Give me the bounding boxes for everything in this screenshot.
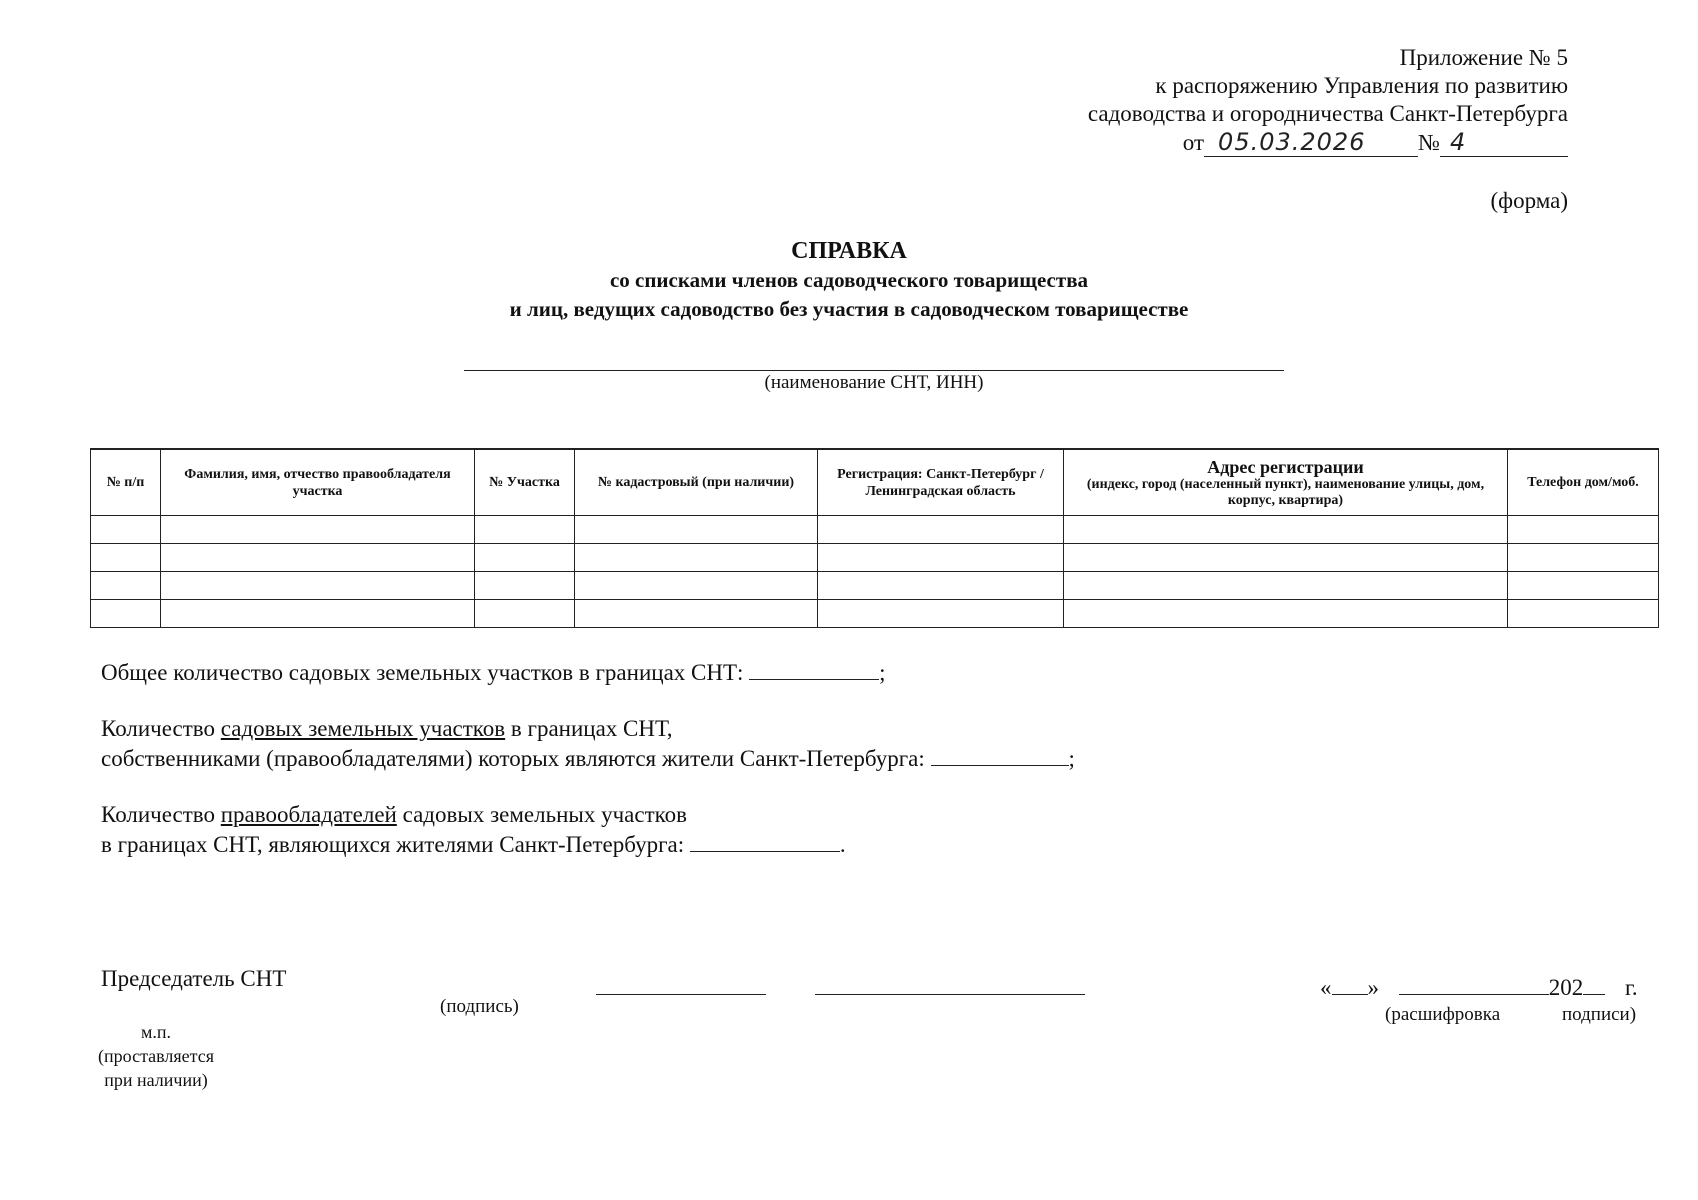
header-address-sub: (индекс, город (населенный пункт), наименование улицы, дом, корпус, квартира): [1086, 476, 1485, 508]
table-cell[interactable]: [575, 516, 818, 544]
table-cell[interactable]: [161, 516, 475, 544]
table-cell[interactable]: [91, 544, 161, 572]
header-plot: № Участка: [475, 449, 575, 516]
table-cell[interactable]: [475, 600, 575, 628]
chairman-label: Председатель СНТ: [101, 966, 287, 991]
title-line2: со списками членов садоводческого товарищества: [609, 268, 1089, 292]
date-block: [1320, 974, 1638, 1001]
statement-underlined: правообладателей: [220, 802, 397, 827]
table-cell[interactable]: [818, 600, 1064, 628]
table-cell[interactable]: [91, 600, 161, 628]
table-cell[interactable]: [575, 544, 818, 572]
statement-text: собственниками (правообладателями) которых являются жители Санкт-Петербурга:: [101, 746, 925, 771]
header-phone: Телефон дом/моб.: [1508, 449, 1659, 516]
statement-underlined: садовых земельных участков: [220, 716, 506, 741]
header-cadastral: № кадастровый (при наличии): [575, 449, 818, 516]
table-row: [91, 572, 1659, 600]
header-address-title: Адрес регистрации: [1207, 456, 1364, 477]
table-row: [91, 600, 1659, 628]
table-cell[interactable]: [161, 544, 475, 572]
year-suffix: г.: [1625, 975, 1638, 1000]
table-cell[interactable]: [1508, 600, 1659, 628]
table-cell[interactable]: [1508, 516, 1659, 544]
spb-owners-field[interactable]: [690, 831, 840, 852]
quote-close: »: [1367, 975, 1379, 1000]
statement-total-plots: Общее количество садовых земельных участков в границах СНТ: ;: [101, 660, 886, 685]
signature-caption: (подпись): [440, 996, 519, 1017]
title-main: СПРАВКА: [791, 238, 907, 264]
header-fio: Фамилия, имя, отчество правообладателя участка: [161, 449, 475, 516]
table-cell[interactable]: [91, 572, 161, 600]
snt-name-line: [464, 370, 1284, 371]
stamp-note-line1: (проставляется: [98, 1046, 215, 1066]
table-cell[interactable]: [475, 516, 575, 544]
decode-caption: (расшифровка: [1385, 1004, 1501, 1025]
total-plots-field[interactable]: [749, 659, 879, 680]
header-address: [1064, 449, 1508, 516]
header-num: № п/п: [91, 449, 161, 516]
stamp-note-line2: при наличии): [104, 1070, 208, 1090]
appendix-block: [1088, 44, 1568, 157]
document-title: [0, 236, 1698, 324]
appendix-line2: к распоряжению Управления по развитию: [1155, 73, 1568, 98]
day-field[interactable]: [1332, 974, 1368, 995]
statement-text: Количество: [101, 716, 221, 741]
statement-spb-owners: [101, 800, 846, 860]
spb-plots-field[interactable]: [931, 745, 1069, 766]
table-cell[interactable]: [161, 572, 475, 600]
statement-owners-line2: в границах СНТ, являющихся жителями Санкт-Петербурга: .: [101, 832, 846, 857]
statement-owners-line1: [101, 800, 846, 830]
appendix-line1: Приложение № 5: [1399, 45, 1568, 70]
decode-caption-end: подписи): [1562, 1004, 1637, 1025]
table-cell[interactable]: [575, 572, 818, 600]
table-header-row: [91, 449, 1659, 516]
table-cell[interactable]: [575, 600, 818, 628]
table-row: [91, 544, 1659, 572]
table-cell[interactable]: [1064, 516, 1508, 544]
appendix-line3: садоводства и огородничества Санкт-Петербурга: [1087, 101, 1568, 126]
statement-spb-line1: [101, 714, 1075, 744]
table-cell[interactable]: [475, 572, 575, 600]
table-cell[interactable]: [91, 516, 161, 544]
appendix-date: 05.03.2026: [1204, 128, 1418, 157]
table-cell[interactable]: [818, 572, 1064, 600]
quote-open: «: [1320, 975, 1332, 1000]
stamp-note: [98, 1020, 214, 1092]
statement-total-text: Общее количество садовых земельных участков в границах СНТ:: [101, 660, 744, 685]
table-cell[interactable]: [818, 544, 1064, 572]
table-cell[interactable]: [1508, 544, 1659, 572]
number-label: №: [1418, 130, 1440, 155]
statement-text: в границах СНТ, являющихся жителями Санкт-Петербурга:: [101, 832, 685, 857]
statement-text: Количество: [101, 802, 221, 827]
statement-spb-line2: собственниками (правообладателями) которых являются жители Санкт-Петербурга: ;: [101, 746, 1075, 771]
stamp-label: м.п.: [140, 1022, 172, 1042]
table-cell[interactable]: [818, 516, 1064, 544]
statement-spb-plots: [101, 714, 1075, 774]
year-field[interactable]: [1583, 974, 1605, 995]
statement-text: садовых земельных участков: [396, 802, 688, 827]
appendix-dateline: [1088, 128, 1568, 157]
name-line[interactable]: [815, 994, 1085, 995]
snt-name-caption: (наименование СНТ, ИНН): [764, 372, 984, 393]
from-label: от: [1182, 130, 1205, 155]
title-line3: и лиц, ведущих садоводство без участия в садоводческом товариществе: [509, 297, 1189, 321]
table-cell[interactable]: [1508, 572, 1659, 600]
statement-text: в границах СНТ,: [505, 716, 673, 741]
table-cell[interactable]: [1064, 600, 1508, 628]
table-row: [91, 516, 1659, 544]
header-registration: Регистрация: Санкт-Петербург / Ленинградская область: [818, 449, 1064, 516]
form-label: (форма): [1490, 188, 1568, 213]
members-table: [90, 448, 1659, 628]
appendix-number: 4: [1440, 128, 1568, 157]
year-prefix: 202: [1548, 975, 1584, 1000]
month-field[interactable]: [1399, 974, 1549, 995]
signature-line[interactable]: [596, 994, 766, 995]
table-cell[interactable]: [1064, 544, 1508, 572]
table-cell[interactable]: [161, 600, 475, 628]
table-cell[interactable]: [1064, 572, 1508, 600]
table-cell[interactable]: [475, 544, 575, 572]
